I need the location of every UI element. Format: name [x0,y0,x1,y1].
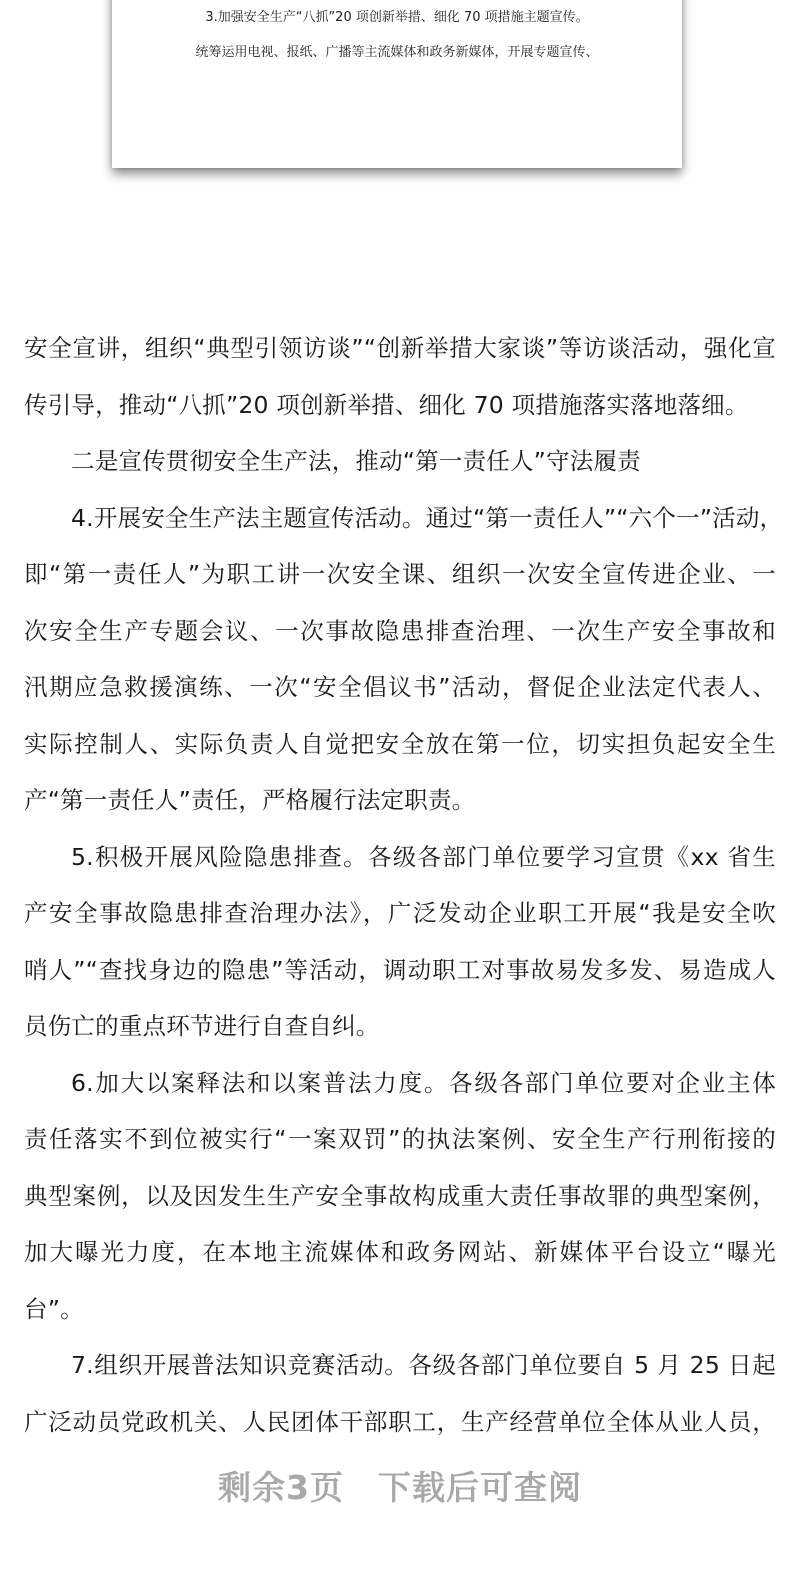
body-line: 7.组织开展普法知识竞赛活动。各级各部门单位要自 5 月 25 日起 [71,1351,776,1379]
body-line: 次安全生产专题会议、一次事故隐患排查治理、一次生产安全事故和 [24,616,776,645]
body-line: 员伤亡的重点环节进行自查自纠。 [24,1012,380,1040]
preview-line-1: 3.加强安全生产“八抓”20 项创新举措、细化 70 项措施主题宣传。 [205,10,589,25]
section-heading: 二是宣传贯彻安全生产法，推动“第一责任人”守法履责 [71,447,641,475]
body-line: 典型案例，以及因发生生产安全事故构成重大责任事故罪的典型案例， [24,1181,776,1210]
body-line: 实际控制人、实际负责人自觉把安全放在第一位，切实担负起安全生 [24,729,776,758]
body-line: 哨人”“查找身边的隐患”等活动，调动职工对事故易发多发、易造成人 [24,955,776,984]
body-line: 台”。 [24,1294,84,1323]
body-line: 传引导，推动“八抓”20 项创新举措、细化 70 项措施落实落地落细。 [24,390,749,419]
body-line: 加大曝光力度，在本地主流媒体和政务网站、新媒体平台设立“曝光 [24,1238,776,1266]
body-line: 广泛动员党政机关、人民团体干部职工，生产经营单位全体从业人员， [24,1407,776,1436]
preview-line-2: 统筹运用电视、报纸、广播等主流媒体和政务新媒体，开展专题宣传、 [195,45,599,60]
body-line: 责任落实不到位被实行“一案双罚”的执法案例、安全生产行刑衔接的 [24,1125,776,1153]
body-line: 4.开展安全生产法主题宣传活动。通过“第一责任人”“六个一”活动， [71,503,784,532]
previous-page-preview [112,0,682,168]
body-line: 汛期应急救援演练、一次“安全倡议书”活动，督促企业法定代表人、 [24,673,776,701]
body-line: 安全宣讲，组织“典型引领访谈”“创新举措大家谈”等访谈活动，强化宣 [24,334,776,362]
body-line: 6.加大以案释法和以案普法力度。各级各部门单位要对企业主体 [71,1068,776,1097]
body-line: 产安全事故隐患排查治理办法》，广泛发动企业职工开展“我是安全吹 [24,899,776,927]
body-line: 产“第一责任人”责任，严格履行法定职责。 [24,786,476,814]
body-line: 5.积极开展风险隐患排查。各级各部门单位要学习宣贯《xx 省生 [71,842,776,871]
body-line: 即“第一责任人”为职工讲一次安全课、组织一次安全宣传进企业、一 [24,560,776,588]
remaining-pages-download-prompt[interactable]: 剩余3页 下载后可查阅 [218,1468,582,1507]
document-body [24,320,784,1450]
